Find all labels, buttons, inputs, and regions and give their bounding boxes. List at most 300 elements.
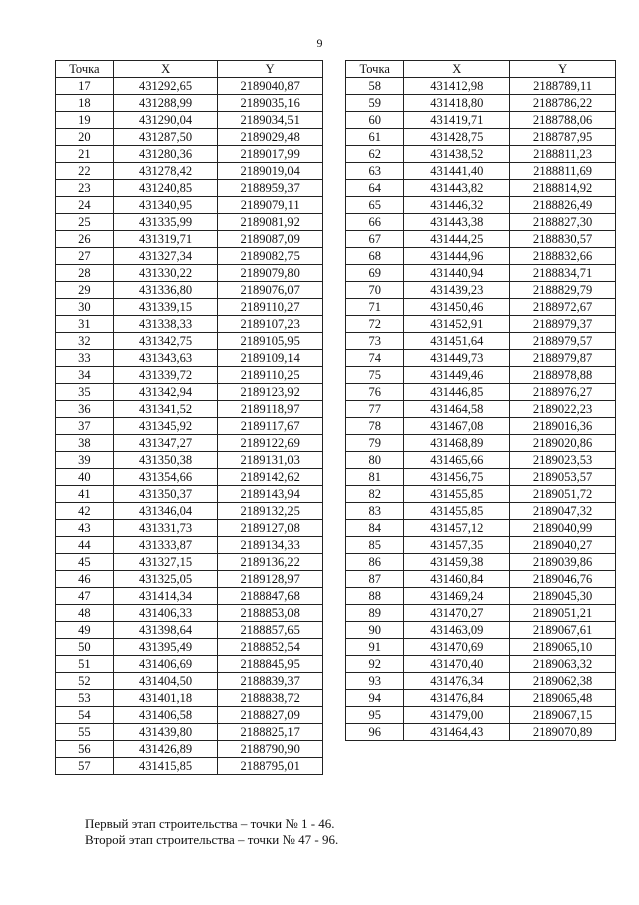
cell-x: 431459,38 — [404, 554, 510, 571]
cell-y: 2188838,72 — [218, 690, 323, 707]
table-row — [56, 384, 323, 401]
cell-x: 431470,69 — [404, 639, 510, 656]
cell-point: 92 — [346, 656, 404, 673]
cell-x: 431406,58 — [113, 707, 218, 724]
cell-point: 45 — [56, 554, 114, 571]
cell-x: 431444,25 — [404, 231, 510, 248]
header-y: Y — [218, 61, 323, 78]
cell-x: 431401,18 — [113, 690, 218, 707]
cell-point: 67 — [346, 231, 404, 248]
table-row — [56, 316, 323, 333]
cell-y: 2189134,33 — [218, 537, 323, 554]
cell-x: 431450,46 — [404, 299, 510, 316]
table-row — [346, 214, 616, 231]
cell-point: 59 — [346, 95, 404, 112]
cell-x: 431339,72 — [113, 367, 218, 384]
cell-y: 2189127,08 — [218, 520, 323, 537]
cell-y: 2188976,27 — [510, 384, 616, 401]
cell-y: 2189122,69 — [218, 435, 323, 452]
cell-x: 431287,50 — [113, 129, 218, 146]
cell-x: 431469,24 — [404, 588, 510, 605]
cell-point: 18 — [56, 95, 114, 112]
cell-y: 2188825,17 — [218, 724, 323, 741]
table-row — [346, 418, 616, 435]
header-point: Точка — [56, 61, 114, 78]
cell-point: 73 — [346, 333, 404, 350]
table-row — [346, 571, 616, 588]
cell-y: 2189051,72 — [510, 486, 616, 503]
cell-point: 46 — [56, 571, 114, 588]
table-row — [346, 401, 616, 418]
cell-y: 2189070,89 — [510, 724, 616, 741]
cell-y: 2188852,54 — [218, 639, 323, 656]
table-row — [56, 605, 323, 622]
table-row — [56, 469, 323, 486]
cell-x: 431457,35 — [404, 537, 510, 554]
cell-point: 57 — [56, 758, 114, 775]
cell-x: 431418,80 — [404, 95, 510, 112]
cell-point: 40 — [56, 469, 114, 486]
cell-point: 32 — [56, 333, 114, 350]
cell-point: 69 — [346, 265, 404, 282]
cell-x: 431339,15 — [113, 299, 218, 316]
table-row — [346, 554, 616, 571]
table-row — [346, 367, 616, 384]
cell-x: 431343,63 — [113, 350, 218, 367]
cell-y: 2188979,57 — [510, 333, 616, 350]
cell-x: 431340,95 — [113, 197, 218, 214]
cell-point: 24 — [56, 197, 114, 214]
cell-point: 63 — [346, 163, 404, 180]
cell-y: 2189016,36 — [510, 418, 616, 435]
table-row — [346, 622, 616, 639]
table-row — [346, 435, 616, 452]
table-row — [56, 758, 323, 775]
table-header-row — [56, 61, 323, 78]
cell-x: 431428,75 — [404, 129, 510, 146]
cell-y: 2189107,23 — [218, 316, 323, 333]
cell-x: 431452,91 — [404, 316, 510, 333]
table-row — [56, 401, 323, 418]
cell-x: 431446,85 — [404, 384, 510, 401]
cell-point: 55 — [56, 724, 114, 741]
cell-y: 2189081,92 — [218, 214, 323, 231]
cell-point: 53 — [56, 690, 114, 707]
cell-x: 431456,75 — [404, 469, 510, 486]
table-row — [346, 639, 616, 656]
cell-y: 2189118,97 — [218, 401, 323, 418]
cell-point: 47 — [56, 588, 114, 605]
cell-y: 2189123,92 — [218, 384, 323, 401]
cell-x: 431342,94 — [113, 384, 218, 401]
cell-y: 2189034,51 — [218, 112, 323, 129]
cell-x: 431457,12 — [404, 520, 510, 537]
cell-x: 431476,84 — [404, 690, 510, 707]
cell-x: 431412,98 — [404, 78, 510, 95]
cell-point: 21 — [56, 146, 114, 163]
cell-y: 2188826,49 — [510, 197, 616, 214]
cell-y: 2188857,65 — [218, 622, 323, 639]
cell-y: 2189017,99 — [218, 146, 323, 163]
cell-y: 2189053,57 — [510, 469, 616, 486]
cell-point: 93 — [346, 673, 404, 690]
cell-point: 70 — [346, 282, 404, 299]
table-row — [56, 282, 323, 299]
cell-x: 431341,52 — [113, 401, 218, 418]
table-row — [56, 571, 323, 588]
cell-y: 2189105,95 — [218, 333, 323, 350]
cell-y: 2189040,99 — [510, 520, 616, 537]
cell-y: 2188795,01 — [218, 758, 323, 775]
cell-y: 2189079,80 — [218, 265, 323, 282]
page-number: 9 — [316, 36, 323, 50]
cell-point: 89 — [346, 605, 404, 622]
table-row — [346, 78, 616, 95]
cell-point: 65 — [346, 197, 404, 214]
cell-x: 431460,84 — [404, 571, 510, 588]
cell-point: 82 — [346, 486, 404, 503]
cell-y: 2189023,53 — [510, 452, 616, 469]
cell-y: 2188972,67 — [510, 299, 616, 316]
table-row — [56, 520, 323, 537]
cell-point: 90 — [346, 622, 404, 639]
cell-x: 431327,34 — [113, 248, 218, 265]
cell-point: 91 — [346, 639, 404, 656]
cell-point: 88 — [346, 588, 404, 605]
cell-y: 2189131,03 — [218, 452, 323, 469]
cell-x: 431479,00 — [404, 707, 510, 724]
cell-y: 2189065,48 — [510, 690, 616, 707]
cell-point: 62 — [346, 146, 404, 163]
table-row — [56, 95, 323, 112]
table-row — [346, 197, 616, 214]
table-row — [346, 503, 616, 520]
table-row — [346, 163, 616, 180]
table-row — [56, 503, 323, 520]
cell-x: 431319,71 — [113, 231, 218, 248]
cell-x: 431439,23 — [404, 282, 510, 299]
cell-x: 431464,58 — [404, 401, 510, 418]
cell-x: 431467,08 — [404, 418, 510, 435]
cell-y: 2188853,08 — [218, 605, 323, 622]
table-row — [346, 707, 616, 724]
cell-x: 431327,15 — [113, 554, 218, 571]
cell-x: 431470,40 — [404, 656, 510, 673]
cell-y: 2189040,27 — [510, 537, 616, 554]
cell-point: 17 — [56, 78, 114, 95]
cell-point: 95 — [346, 707, 404, 724]
cell-x: 431347,27 — [113, 435, 218, 452]
table-row — [56, 673, 323, 690]
table-row — [56, 435, 323, 452]
cell-point: 30 — [56, 299, 114, 316]
cell-y: 2188788,06 — [510, 112, 616, 129]
table-row — [56, 350, 323, 367]
table-row — [346, 282, 616, 299]
cell-x: 431325,05 — [113, 571, 218, 588]
cell-y: 2188811,69 — [510, 163, 616, 180]
cell-x: 431449,46 — [404, 367, 510, 384]
table-row — [56, 129, 323, 146]
table-row — [56, 163, 323, 180]
cell-x: 431455,85 — [404, 486, 510, 503]
cell-x: 431333,87 — [113, 537, 218, 554]
cell-point: 56 — [56, 741, 114, 758]
cell-y: 2188827,30 — [510, 214, 616, 231]
cell-point: 71 — [346, 299, 404, 316]
cell-x: 431330,22 — [113, 265, 218, 282]
table-row — [56, 554, 323, 571]
table-row — [56, 299, 323, 316]
table-row — [56, 248, 323, 265]
cell-y: 2189087,09 — [218, 231, 323, 248]
cell-y: 2189045,30 — [510, 588, 616, 605]
cell-y: 2188827,09 — [218, 707, 323, 724]
cell-y: 2189110,25 — [218, 367, 323, 384]
cell-y: 2189035,16 — [218, 95, 323, 112]
coordinates-table-left — [55, 60, 323, 775]
cell-point: 44 — [56, 537, 114, 554]
cell-x: 431438,52 — [404, 146, 510, 163]
cell-point: 74 — [346, 350, 404, 367]
cell-y: 2188839,37 — [218, 673, 323, 690]
cell-y: 2189067,61 — [510, 622, 616, 639]
cell-y: 2188786,22 — [510, 95, 616, 112]
cell-x: 431354,66 — [113, 469, 218, 486]
cell-x: 431288,99 — [113, 95, 218, 112]
cell-y: 2189051,21 — [510, 605, 616, 622]
cell-x: 431406,33 — [113, 605, 218, 622]
cell-y: 2188811,23 — [510, 146, 616, 163]
cell-x: 431335,99 — [113, 214, 218, 231]
table-row — [346, 605, 616, 622]
cell-y: 2189019,04 — [218, 163, 323, 180]
cell-y: 2188830,57 — [510, 231, 616, 248]
cell-point: 43 — [56, 520, 114, 537]
cell-x: 431470,27 — [404, 605, 510, 622]
cell-point: 80 — [346, 452, 404, 469]
cell-x: 431465,66 — [404, 452, 510, 469]
cell-point: 60 — [346, 112, 404, 129]
cell-point: 29 — [56, 282, 114, 299]
coordinates-table-right — [345, 60, 616, 741]
table-row — [56, 656, 323, 673]
cell-y: 2189110,27 — [218, 299, 323, 316]
cell-point: 87 — [346, 571, 404, 588]
cell-point: 27 — [56, 248, 114, 265]
table-row — [56, 588, 323, 605]
cell-point: 33 — [56, 350, 114, 367]
table-row — [346, 112, 616, 129]
cell-point: 83 — [346, 503, 404, 520]
cell-x: 431350,37 — [113, 486, 218, 503]
table-row — [346, 384, 616, 401]
table-row — [56, 707, 323, 724]
cell-x: 431443,38 — [404, 214, 510, 231]
cell-x: 431336,80 — [113, 282, 218, 299]
table-row — [346, 724, 616, 741]
cell-point: 75 — [346, 367, 404, 384]
header-x: X — [404, 61, 510, 78]
table-row — [56, 333, 323, 350]
cell-y: 2188845,95 — [218, 656, 323, 673]
cell-point: 81 — [346, 469, 404, 486]
table-row — [346, 231, 616, 248]
cell-point: 41 — [56, 486, 114, 503]
cell-x: 431455,85 — [404, 503, 510, 520]
table-row — [56, 741, 323, 758]
table-row — [56, 690, 323, 707]
table-row — [346, 588, 616, 605]
table-row — [56, 639, 323, 656]
cell-point: 25 — [56, 214, 114, 231]
table-row — [346, 248, 616, 265]
table-row — [56, 622, 323, 639]
cell-point: 64 — [346, 180, 404, 197]
cell-point: 61 — [346, 129, 404, 146]
cell-point: 66 — [346, 214, 404, 231]
cell-y: 2188832,66 — [510, 248, 616, 265]
cell-point: 78 — [346, 418, 404, 435]
cell-y: 2189047,32 — [510, 503, 616, 520]
cell-point: 68 — [346, 248, 404, 265]
cell-x: 431398,64 — [113, 622, 218, 639]
table-row — [346, 316, 616, 333]
table-row — [346, 486, 616, 503]
cell-y: 2189062,38 — [510, 673, 616, 690]
table-row — [346, 520, 616, 537]
table-row — [346, 129, 616, 146]
table-header-row — [346, 61, 616, 78]
cell-y: 2189109,14 — [218, 350, 323, 367]
cell-y: 2188789,11 — [510, 78, 616, 95]
cell-x: 431280,36 — [113, 146, 218, 163]
table-row — [56, 537, 323, 554]
cell-point: 52 — [56, 673, 114, 690]
cell-x: 431331,73 — [113, 520, 218, 537]
table-row — [56, 180, 323, 197]
cell-y: 2189065,10 — [510, 639, 616, 656]
cell-point: 85 — [346, 537, 404, 554]
cell-point: 96 — [346, 724, 404, 741]
cell-y: 2189076,07 — [218, 282, 323, 299]
table-row — [346, 95, 616, 112]
table-row — [56, 724, 323, 741]
cell-x: 431414,34 — [113, 588, 218, 605]
cell-x: 431443,82 — [404, 180, 510, 197]
table-row — [56, 486, 323, 503]
table-row — [346, 333, 616, 350]
cell-y: 2189142,62 — [218, 469, 323, 486]
cell-point: 72 — [346, 316, 404, 333]
cell-x: 431350,38 — [113, 452, 218, 469]
cell-point: 42 — [56, 503, 114, 520]
cell-point: 94 — [346, 690, 404, 707]
cell-x: 431292,65 — [113, 78, 218, 95]
table-row — [56, 112, 323, 129]
cell-point: 86 — [346, 554, 404, 571]
cell-x: 431342,75 — [113, 333, 218, 350]
table-row — [346, 690, 616, 707]
table-row — [346, 452, 616, 469]
cell-y: 2189128,97 — [218, 571, 323, 588]
table-row — [346, 656, 616, 673]
cell-x: 431404,50 — [113, 673, 218, 690]
table-row — [346, 350, 616, 367]
cell-y: 2188787,95 — [510, 129, 616, 146]
cell-point: 37 — [56, 418, 114, 435]
table-row — [56, 197, 323, 214]
cell-point: 79 — [346, 435, 404, 452]
cell-x: 431426,89 — [113, 741, 218, 758]
cell-y: 2188979,87 — [510, 350, 616, 367]
cell-y: 2189039,86 — [510, 554, 616, 571]
cell-x: 431346,04 — [113, 503, 218, 520]
table-row — [56, 265, 323, 282]
cell-point: 19 — [56, 112, 114, 129]
cell-x: 431240,85 — [113, 180, 218, 197]
cell-y: 2188979,37 — [510, 316, 616, 333]
header-x: X — [113, 61, 218, 78]
table-row — [56, 214, 323, 231]
cell-x: 431441,40 — [404, 163, 510, 180]
table-row — [56, 367, 323, 384]
note-stage-two: Второй этап строительства – точки № 47 - 96. — [85, 832, 339, 847]
cell-point: 31 — [56, 316, 114, 333]
table-row — [346, 537, 616, 554]
cell-point: 84 — [346, 520, 404, 537]
cell-x: 431278,42 — [113, 163, 218, 180]
table-row — [56, 146, 323, 163]
cell-y: 2188847,68 — [218, 588, 323, 605]
cell-y: 2188790,90 — [218, 741, 323, 758]
cell-y: 2189022,23 — [510, 401, 616, 418]
cell-y: 2188834,71 — [510, 265, 616, 282]
cell-y: 2188814,92 — [510, 180, 616, 197]
cell-point: 34 — [56, 367, 114, 384]
cell-y: 2189117,67 — [218, 418, 323, 435]
table-row — [56, 452, 323, 469]
cell-x: 431439,80 — [113, 724, 218, 741]
cell-x: 431476,34 — [404, 673, 510, 690]
cell-x: 431463,09 — [404, 622, 510, 639]
cell-point: 54 — [56, 707, 114, 724]
cell-x: 431406,69 — [113, 656, 218, 673]
header-point: Точка — [346, 61, 404, 78]
cell-y: 2189063,32 — [510, 656, 616, 673]
cell-y: 2189029,48 — [218, 129, 323, 146]
table-row — [56, 78, 323, 95]
note-stage-one: Первый этап строительства – точки № 1 - 46. — [85, 816, 335, 831]
cell-x: 431449,73 — [404, 350, 510, 367]
cell-x: 431444,96 — [404, 248, 510, 265]
cell-x: 431464,43 — [404, 724, 510, 741]
cell-x: 431415,85 — [113, 758, 218, 775]
cell-x: 431419,71 — [404, 112, 510, 129]
cell-y: 2189132,25 — [218, 503, 323, 520]
cell-y: 2188978,88 — [510, 367, 616, 384]
cell-y: 2188959,37 — [218, 180, 323, 197]
cell-point: 49 — [56, 622, 114, 639]
table-row — [346, 673, 616, 690]
cell-y: 2189040,87 — [218, 78, 323, 95]
cell-x: 431395,49 — [113, 639, 218, 656]
cell-point: 39 — [56, 452, 114, 469]
cell-point: 23 — [56, 180, 114, 197]
table-row — [346, 299, 616, 316]
cell-x: 431338,33 — [113, 316, 218, 333]
cell-y: 2189067,15 — [510, 707, 616, 724]
